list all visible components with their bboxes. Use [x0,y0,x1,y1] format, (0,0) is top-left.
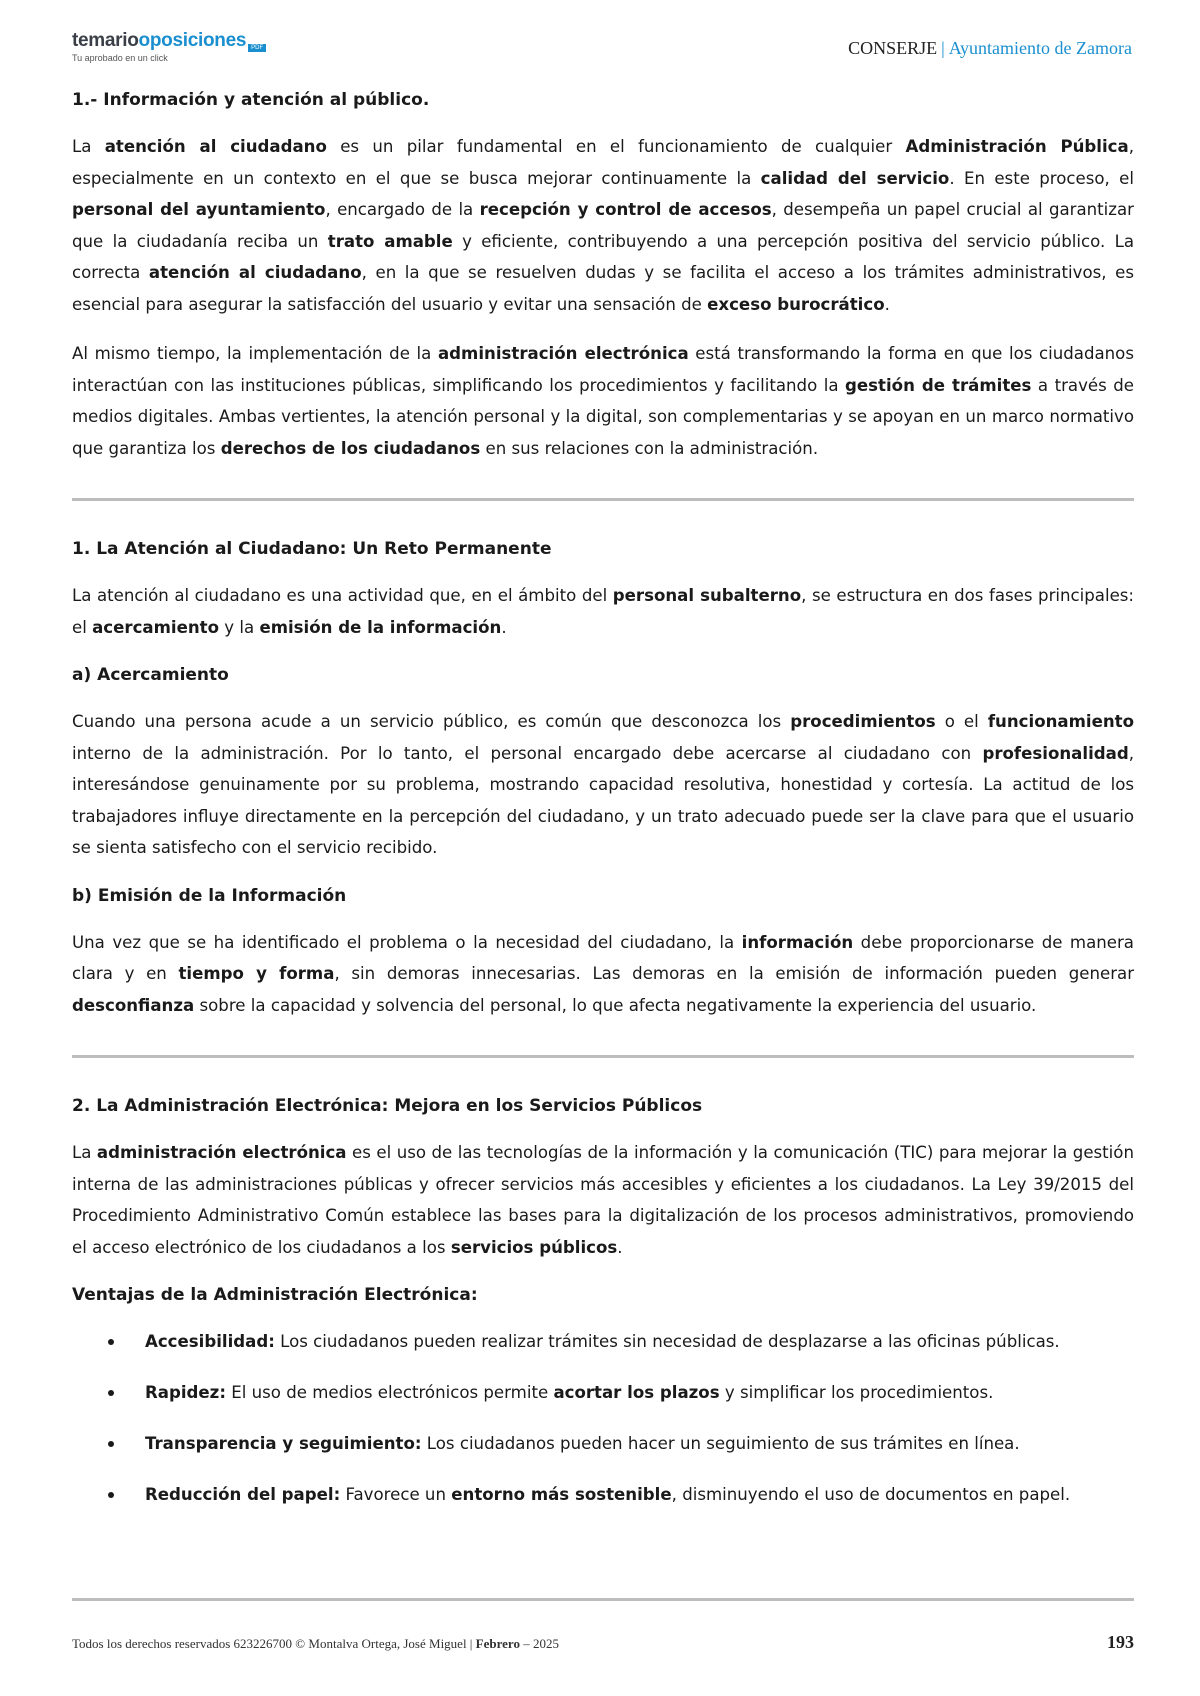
text-run: , interesándose genuinamente por su problema, mostrando capacidad resolutiva, honestidad y cortesía. La actitud de los trabajadores influye directamente en la percepción del ciudadano, y un trato adecuado puede ser la clave para que el usuario se sienta satisfecho con el servicio recibido. [72,743,1134,857]
text-run: La [72,1143,97,1162]
advantages-list [72,1326,1134,1510]
subheading-emision: b) Emisión de la Información [72,885,347,906]
text-run: . En este proceso, el [949,168,1135,188]
text-run: o el [935,712,988,731]
footer-year: – 2025 [519,1636,559,1651]
text-run: es un pilar fundamental en el funcionamiento de cualquier [326,137,906,156]
text-run: La atención al ciudadano es una actividad que, en el ámbito del [72,586,613,605]
text-run: , sin demoras innecesarias. Las demoras en la emisión de información pueden generar [334,964,1135,983]
list-item-text [145,1485,1070,1504]
page-header [72,26,1132,70]
text-run: y la [219,617,260,637]
section-heading-1: 1. La Atención al Ciudadano: Un Reto Permanente [72,539,552,559]
paragraph [72,927,1134,1022]
bold-text: desconfianza [72,995,195,1015]
header-title-right: Ayuntamiento de Zamora [948,38,1132,58]
bold-text: servicios públicos [450,1237,618,1257]
logo-tagline: Tu aprobado en un click [72,53,168,63]
text-run: , encargado de la [325,200,480,219]
bullet-icon [108,1390,114,1396]
bold-text: emisión de la información [259,617,502,637]
header-separator: | [941,38,945,58]
text-run: es el uso de las tecnologías de la información y la comunicación (TIC) para mejorar la gestión interna de las administraciones públicas y ofrecer servicios más accesibles y eficientes a los ciudadanos. La Ley 39/2015 del Procedimiento Administrativo Común establece las bases para la digitalización de los procesos administrativos, promoviendo el acceso electrónico de los ciudadanos a los [72,1143,1134,1257]
text-run: Al mismo tiempo, la implementación de la [72,344,438,363]
list-item [72,1428,1134,1459]
subheading-acercamiento: a) Acercamiento [72,665,229,685]
text-run: debe proporcionarse de manera clara y en [72,932,1134,983]
list-item [72,1479,1134,1510]
bold-text: exceso burocrático [707,294,885,314]
bold-text: gestión de trámites [845,375,1032,395]
subheading-ventajas: Ventajas de la Administración Electrónica: [72,1285,478,1305]
bold-text: trato amable [327,231,453,251]
paragraph [72,706,1134,864]
footer-month: Febrero [475,1636,520,1651]
bold-text: administración electrónica [96,1143,347,1162]
text-run: interno de la administración. Por lo tanto, el personal encargado debe acercarse al ciudadano con [72,743,983,763]
section-divider [72,1055,1134,1058]
header-title [848,38,1132,59]
text-run: , se estructura en dos fases principales: el [72,586,1135,637]
text-run: a través de medios digitales. Ambas vertientes, la atención personal y la digital, son complementarias y se apoyan en un marco normativo que garantiza los [72,375,1135,458]
bold-text: profesionalidad [982,743,1129,763]
text-run: , en la que se resuelven dudas y se facilita el acceso a los trámites administrativos, es esencial para asegurar la satisfacción del usuario y evitar una sensación de [72,263,1135,314]
footer-divider [72,1598,1134,1601]
bold-text: calidad del servicio [760,168,950,188]
logo-word-a: temario [72,30,139,51]
text-run: en sus relaciones con la administración. [480,438,819,458]
header-title-left: CONSERJE [848,38,938,58]
bold-text: atención al ciudadano [104,137,327,156]
text-run: , especialmente en un contexto en el que se busca mejorar continuamente la [72,137,1134,188]
list-item-text [145,1332,1060,1351]
text-run: . [884,294,890,314]
paragraph [72,131,1134,320]
section-heading-2: 2. La Administración Electrónica: Mejora en los Servicios Públicos [72,1096,703,1116]
section-divider [72,498,1134,501]
brand-logo [72,30,266,63]
logo-badge: PDF [248,44,266,52]
text-run: . [617,1237,623,1257]
text-run: y simplificar los procedimientos. [719,1383,994,1402]
text-run: . [501,617,507,637]
bold-text: procedimientos [790,712,936,731]
bold-text: acortar los plazos [553,1383,720,1402]
paragraph [72,1137,1134,1263]
text-run: , desempeña un papel crucial al garantizar que la ciudadanía reciba un [72,200,1134,251]
text-run: El uso de medios electrónicos permite [225,1383,554,1402]
bold-text: atención al ciudadano [148,263,362,282]
bullet-icon [108,1339,114,1345]
text-run: sobre la capacidad y solvencia del personal, lo que afecta negativamente la experiencia del usuario. [194,995,1037,1015]
list-item [72,1377,1134,1408]
page-footer [72,1632,1134,1652]
text-run: Los ciudadanos pueden realizar trámites sin necesidad de desplazarse a las oficinas públicas. [274,1332,1060,1351]
text-run: Favorece un [340,1485,452,1504]
logo-word-b: oposiciones [138,30,247,51]
bold-text: Reducción del papel: [145,1485,341,1504]
bold-text: funcionamiento [987,712,1134,731]
paragraph [72,580,1134,643]
text-run: La [72,137,105,156]
bold-text: Accesibilidad: [145,1332,275,1351]
text-run: , disminuyendo el uso de documentos en papel. [671,1485,1071,1504]
list-item-text [145,1434,1020,1453]
text-run: Una vez que se ha identificado el problema o la necesidad del ciudadano, la [72,932,742,952]
text-run: Cuando una persona acude a un servicio público, es común que desconozca los [72,712,791,731]
list-item [72,1326,1134,1357]
bold-text: personal del ayuntamiento [72,200,326,219]
bold-text: Transparencia y seguimiento: [145,1434,422,1453]
text-run: está transformando la forma en que los ciudadanos interactúan con las instituciones públicas, simplificando los procedimientos y facilitando la [72,344,1134,395]
bold-text: Rapidez: [145,1383,226,1402]
bullet-icon [108,1441,114,1447]
text-run: y eficiente, contribuyendo a una percepción positiva del servicio público. La correcta [72,231,1134,282]
bold-text: tiempo y forma [178,964,335,983]
bold-text: información [741,932,854,952]
text-run: Los ciudadanos pueden hacer un seguimiento de sus trámites en línea. [421,1434,1020,1453]
footer-rights: Todos los derechos reservados 623226700 © Montalva Ortega, José Miguel | [72,1636,476,1651]
list-item-text [145,1383,993,1402]
bold-text: recepción y control de accesos [479,200,772,219]
bullet-icon [108,1492,114,1498]
bold-text: derechos de los ciudadanos [220,438,481,458]
bold-text: personal subalterno [612,586,802,605]
bold-text: entorno más sostenible [451,1485,672,1504]
bold-text: administración electrónica [437,344,689,363]
page-content [72,86,1134,1530]
bold-text: acercamiento [92,617,219,637]
page-number: 193 [1107,1632,1134,1652]
section-heading-intro: 1.- Información y atención al público. [72,90,430,110]
bold-text: Administración Pública [905,137,1129,156]
paragraph [72,338,1134,464]
